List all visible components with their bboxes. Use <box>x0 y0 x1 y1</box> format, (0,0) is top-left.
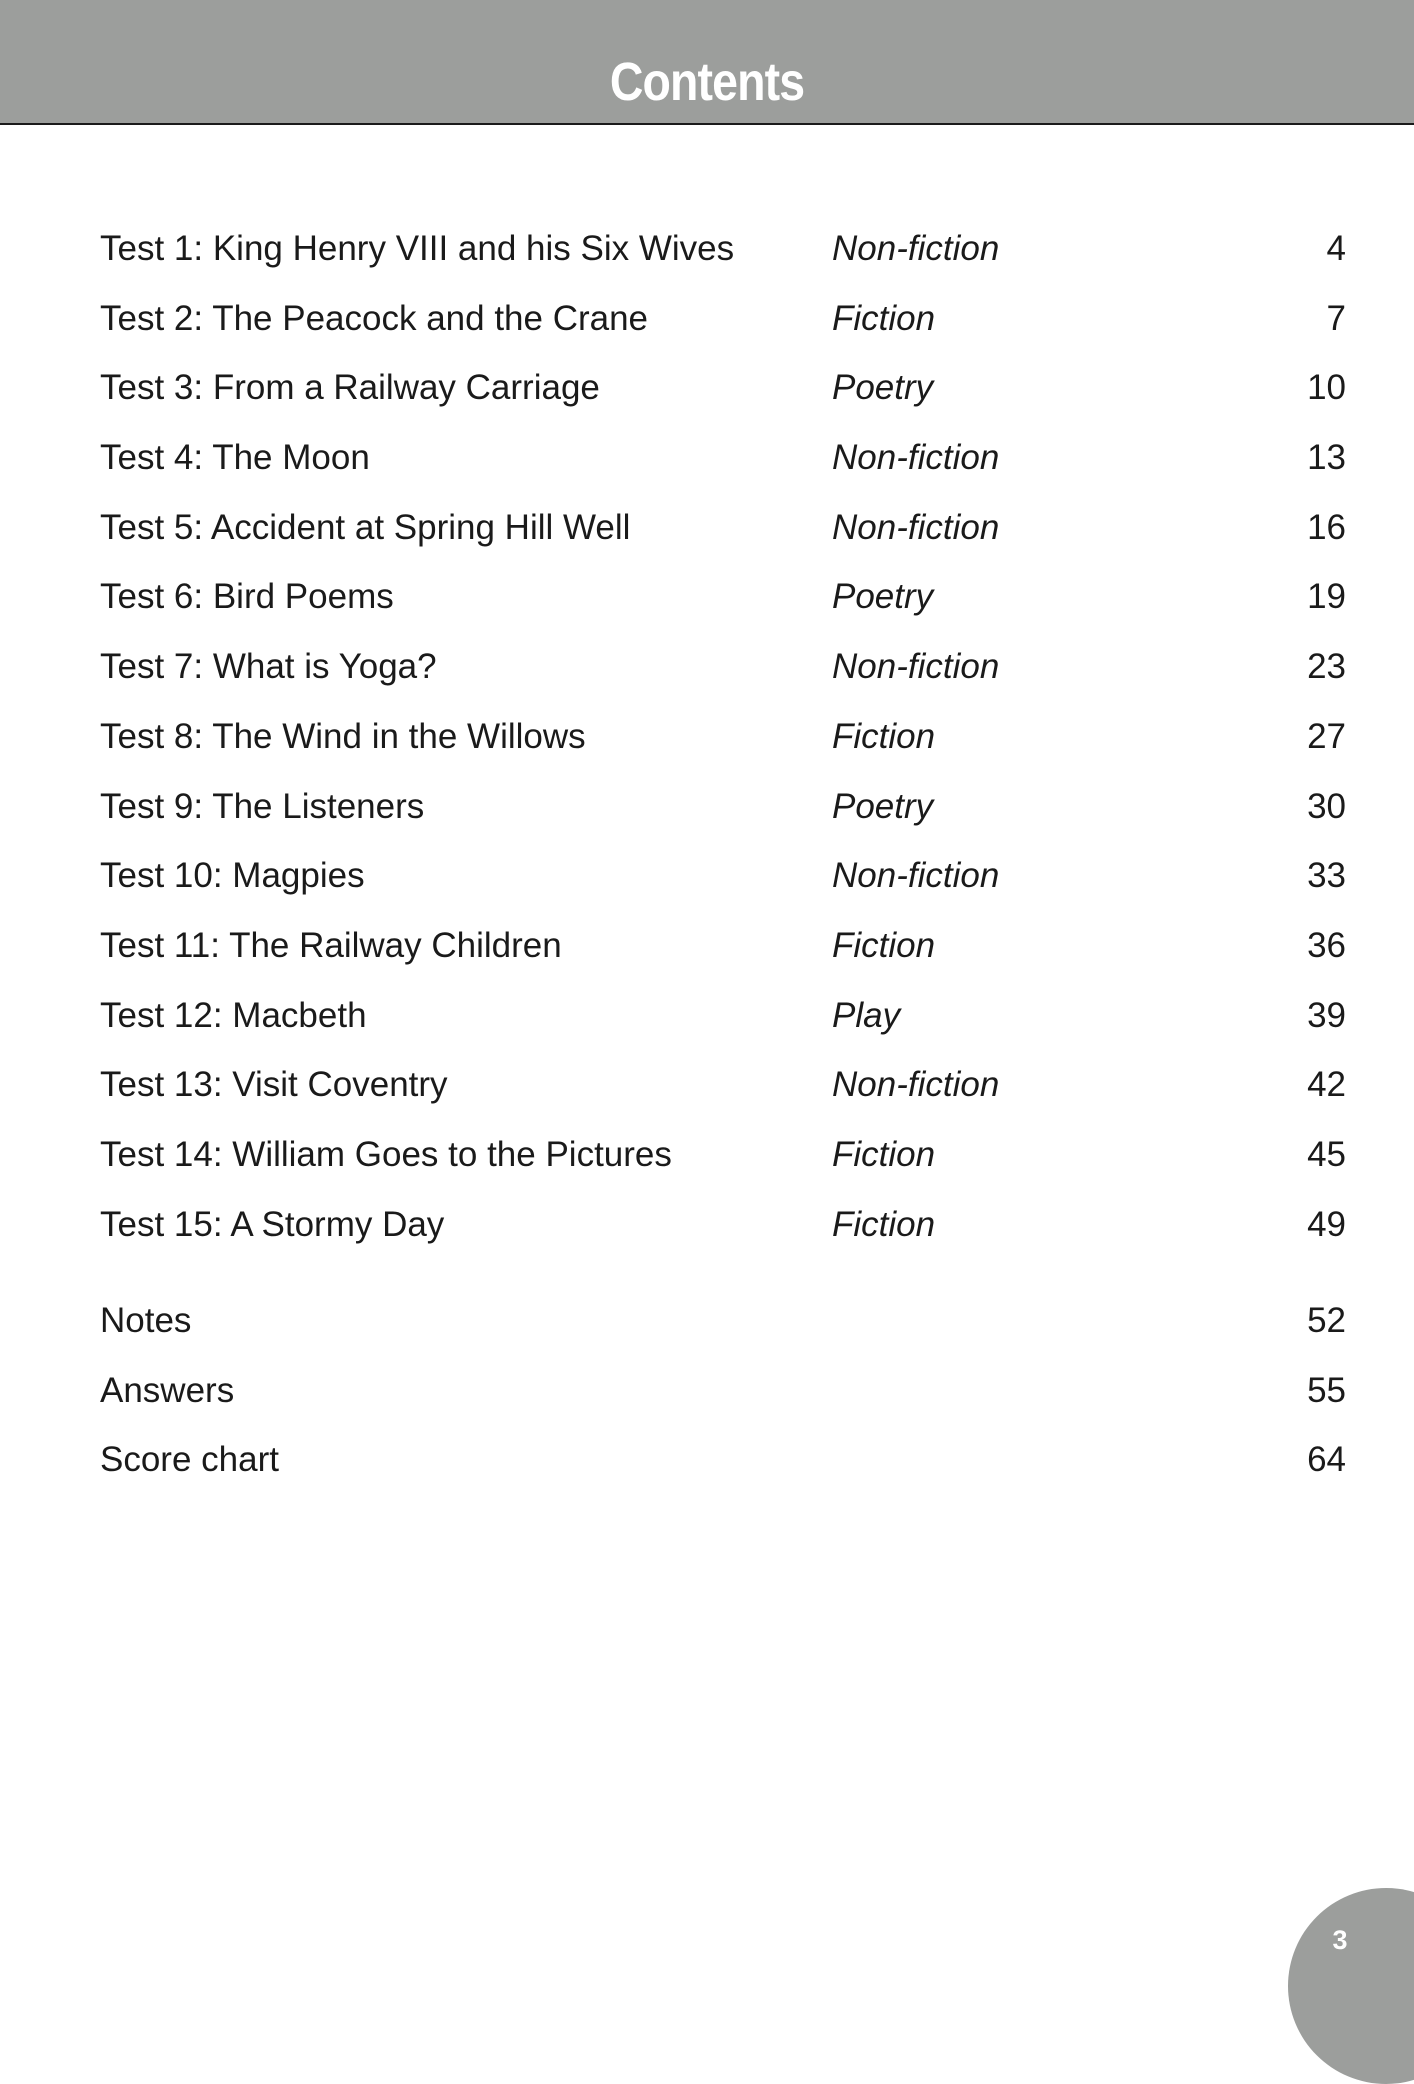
toc-entry-genre: Poetry <box>832 577 934 617</box>
toc-entry-page: 36 <box>1307 925 1346 965</box>
toc-row-test-2[interactable] <box>0 290 1414 360</box>
toc-entry-title: Test 9: The Listeners <box>100 786 425 826</box>
toc-entry-title: Test 12: Macbeth <box>100 995 367 1035</box>
toc-row-test-4[interactable] <box>0 429 1414 499</box>
toc-entry-page: 7 <box>1326 298 1346 338</box>
toc-entry-page: 42 <box>1307 1065 1346 1105</box>
toc-entry-title: Test 8: The Wind in the Willows <box>100 716 586 756</box>
toc-entry-genre: Fiction <box>832 1134 936 1174</box>
toc-entry-genre: Non-fiction <box>832 647 1000 687</box>
toc-entry-title: Test 14: William Goes to the Pictures <box>100 1134 672 1174</box>
toc-row-test-7[interactable] <box>0 638 1414 708</box>
toc-entry-title: Test 7: What is Yoga? <box>100 647 437 687</box>
toc-row-test-3[interactable] <box>0 359 1414 429</box>
toc-entry-title: Test 15: A Stormy Day <box>100 1204 445 1244</box>
toc-extras <box>0 1292 1414 1501</box>
toc-entry-genre: Non-fiction <box>832 229 1000 268</box>
toc-entry-genre: Fiction <box>832 716 936 756</box>
toc-row-test-12[interactable] <box>0 987 1414 1057</box>
toc-row-test-6[interactable] <box>0 568 1414 638</box>
toc-row-test-14[interactable] <box>0 1126 1414 1196</box>
toc-entry-title: Test 10: Magpies <box>100 856 365 896</box>
toc-entry-page: 52 <box>1307 1301 1346 1340</box>
toc-entry-title: Test 1: King Henry VIII and his Six Wives <box>100 229 735 268</box>
toc-entry-title: Test 3: From a Railway Carriage <box>100 368 600 408</box>
toc-entry-page: 45 <box>1307 1134 1346 1174</box>
toc-row-test-9[interactable] <box>0 778 1414 848</box>
toc-entry-title: Test 5: Accident at Spring Hill Well <box>100 507 631 547</box>
toc-row-test-15[interactable] <box>0 1196 1414 1266</box>
toc-entry-title: Test 2: The Peacock and the Crane <box>100 298 649 338</box>
toc-row-score-chart[interactable] <box>0 1431 1414 1501</box>
toc-entry-page: 16 <box>1307 507 1346 547</box>
toc-entry-genre: Fiction <box>832 1204 936 1244</box>
toc-row-test-5[interactable] <box>0 499 1414 569</box>
toc-entry-genre: Fiction <box>832 298 936 338</box>
toc-entry-page: 4 <box>1326 229 1346 268</box>
toc-entry-page: 39 <box>1307 995 1346 1035</box>
toc-entry-genre: Non-fiction <box>832 1065 1000 1105</box>
toc-entry-page: 27 <box>1307 716 1346 756</box>
toc-entry-genre: Poetry <box>832 368 934 408</box>
toc-entry-page: 33 <box>1307 856 1346 896</box>
toc-entry-title: Notes <box>100 1301 192 1340</box>
toc-entry-page: 19 <box>1307 577 1346 617</box>
toc-entry-page: 13 <box>1307 438 1346 478</box>
page-number: 3 <box>1332 1925 1348 1955</box>
table-of-contents <box>0 220 1414 1265</box>
toc-row-test-13[interactable] <box>0 1056 1414 1126</box>
toc-entry-title: Test 4: The Moon <box>100 438 370 478</box>
page-number-badge <box>1288 1888 1414 2084</box>
toc-entry-page: 49 <box>1307 1204 1346 1244</box>
toc-entry-page: 23 <box>1307 647 1346 687</box>
toc-row-test-8[interactable] <box>0 708 1414 778</box>
page-title: Contents <box>609 52 805 112</box>
toc-row-answers[interactable] <box>0 1362 1414 1432</box>
toc-entry-title: Test 13: Visit Coventry <box>100 1065 448 1105</box>
toc-entry-title: Test 6: Bird Poems <box>100 577 394 617</box>
toc-entry-genre: Non-fiction <box>832 856 1000 896</box>
toc-entry-page: 64 <box>1307 1440 1346 1480</box>
toc-entry-genre: Play <box>832 995 901 1035</box>
toc-entry-genre: Fiction <box>832 925 936 965</box>
toc-row-notes[interactable] <box>0 1292 1414 1362</box>
toc-entry-title: Answers <box>100 1370 235 1410</box>
toc-entry-title: Score chart <box>100 1440 279 1480</box>
toc-entry-title: Test 11: The Railway Children <box>100 925 562 965</box>
toc-entry-genre: Non-fiction <box>832 438 1000 478</box>
toc-entry-genre: Non-fiction <box>832 507 1000 547</box>
toc-entry-page: 55 <box>1307 1370 1346 1410</box>
toc-row-test-11[interactable] <box>0 917 1414 987</box>
toc-row-test-10[interactable] <box>0 847 1414 917</box>
toc-entry-genre: Poetry <box>832 786 934 826</box>
toc-row-test-1[interactable] <box>0 220 1414 290</box>
toc-entry-page: 10 <box>1307 368 1346 408</box>
toc-entry-page: 30 <box>1307 786 1346 826</box>
